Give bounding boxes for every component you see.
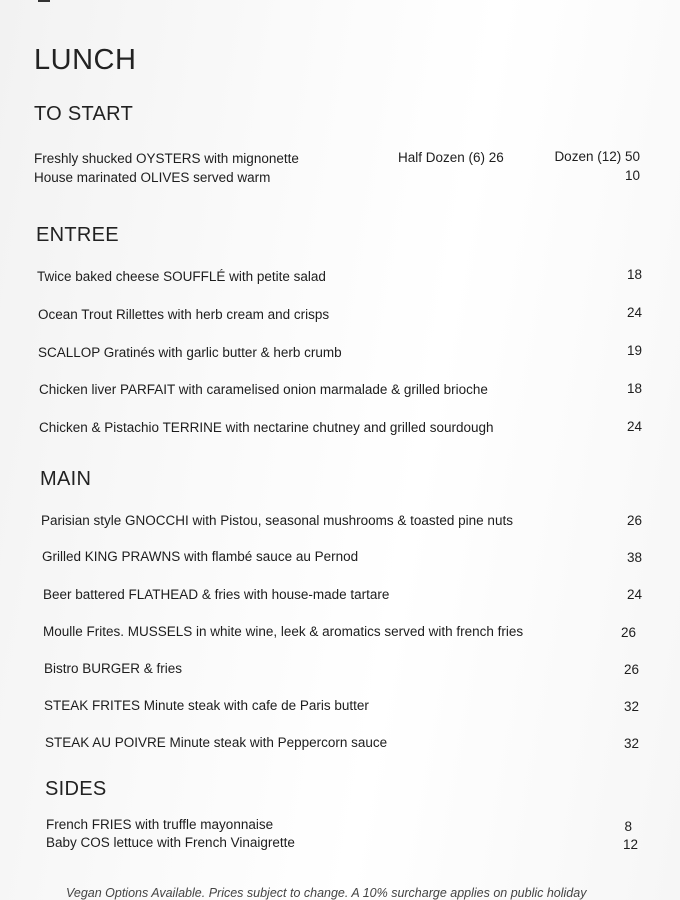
menu-item-olives: House marinated OLIVES served warm: [34, 170, 271, 185]
menu-item-steak-frites: STEAK FRITES Minute steak with cafe de Paris butter: [44, 698, 369, 713]
menu-item-trout-rillettes-price: 24: [626, 305, 642, 320]
menu-item-oysters: Freshly shucked OYSTERS with mignonette: [34, 151, 299, 166]
menu-item-scallop: SCALLOP Gratinés with garlic butter & herb crumb: [38, 345, 342, 360]
menu-item-gnocchi-price: 26: [626, 513, 642, 528]
menu-item-cos-lettuce-price: 12: [622, 837, 638, 852]
menu-item-trout-rillettes: Ocean Trout Rillettes with herb cream and crisps: [38, 307, 330, 322]
menu-item-mussels-price: 26: [620, 625, 636, 640]
section-heading-to-start: TO START: [34, 103, 134, 125]
menu-item-burger-price: 26: [623, 662, 639, 677]
menu-item-steak-au-poivre-price: 32: [623, 736, 639, 751]
menu-item-steak-au-poivre: STEAK AU POIVRE Minute steak with Peppercorn sauce: [45, 735, 388, 750]
menu-item-steak-frites-price: 32: [623, 699, 639, 714]
section-heading-entree: ENTREE: [36, 224, 119, 246]
menu-footer-note: Vegan Options Available. Prices subject to change. A 10% surcharge applies on public holiday: [66, 886, 587, 900]
page-corner-mark: [38, 0, 50, 2]
menu-title: LUNCH: [34, 44, 137, 76]
menu-item-olives-price: 10: [624, 168, 640, 183]
menu-item-parfait-price: 18: [626, 381, 642, 396]
menu-item-oysters-half-dozen: Half Dozen (6) 26: [398, 150, 504, 165]
menu-item-terrine: Chicken & Pistachio TERRINE with nectarine chutney and grilled sourdough: [39, 420, 494, 435]
menu-item-mussels: Moulle Frites. MUSSELS in white wine, leek & aromatics served with french fries: [43, 624, 524, 639]
menu-item-king-prawns: Grilled KING PRAWNS with flambé sauce au Pernod: [42, 549, 359, 564]
menu-item-burger: Bistro BURGER & fries: [44, 661, 183, 676]
menu-item-french-fries-price: 8: [624, 819, 632, 834]
menu-item-cos-lettuce: Baby COS lettuce with French Vinaigrette: [46, 835, 295, 850]
menu-item-parfait: Chicken liver PARFAIT with caramelised onion marmalade & grilled brioche: [39, 382, 488, 397]
section-heading-sides: SIDES: [45, 778, 107, 800]
menu-item-souffle-price: 18: [626, 267, 642, 282]
menu-item-king-prawns-price: 38: [626, 550, 642, 565]
menu-item-terrine-price: 24: [626, 419, 642, 434]
menu-item-flathead-price: 24: [626, 587, 642, 602]
menu-item-oysters-dozen: Dozen (12) 50: [554, 149, 640, 164]
menu-item-gnocchi: Parisian style GNOCCHI with Pistou, seasonal mushrooms & toasted pine nuts: [41, 513, 513, 528]
menu-item-souffle: Twice baked cheese SOUFFLÉ with petite salad: [37, 269, 326, 284]
section-heading-main: MAIN: [40, 468, 92, 490]
menu-item-flathead: Beer battered FLATHEAD & fries with house-made tartare: [43, 587, 390, 602]
menu-item-french-fries: French FRIES with truffle mayonnaise: [46, 817, 274, 832]
menu-item-scallop-price: 19: [626, 343, 642, 358]
